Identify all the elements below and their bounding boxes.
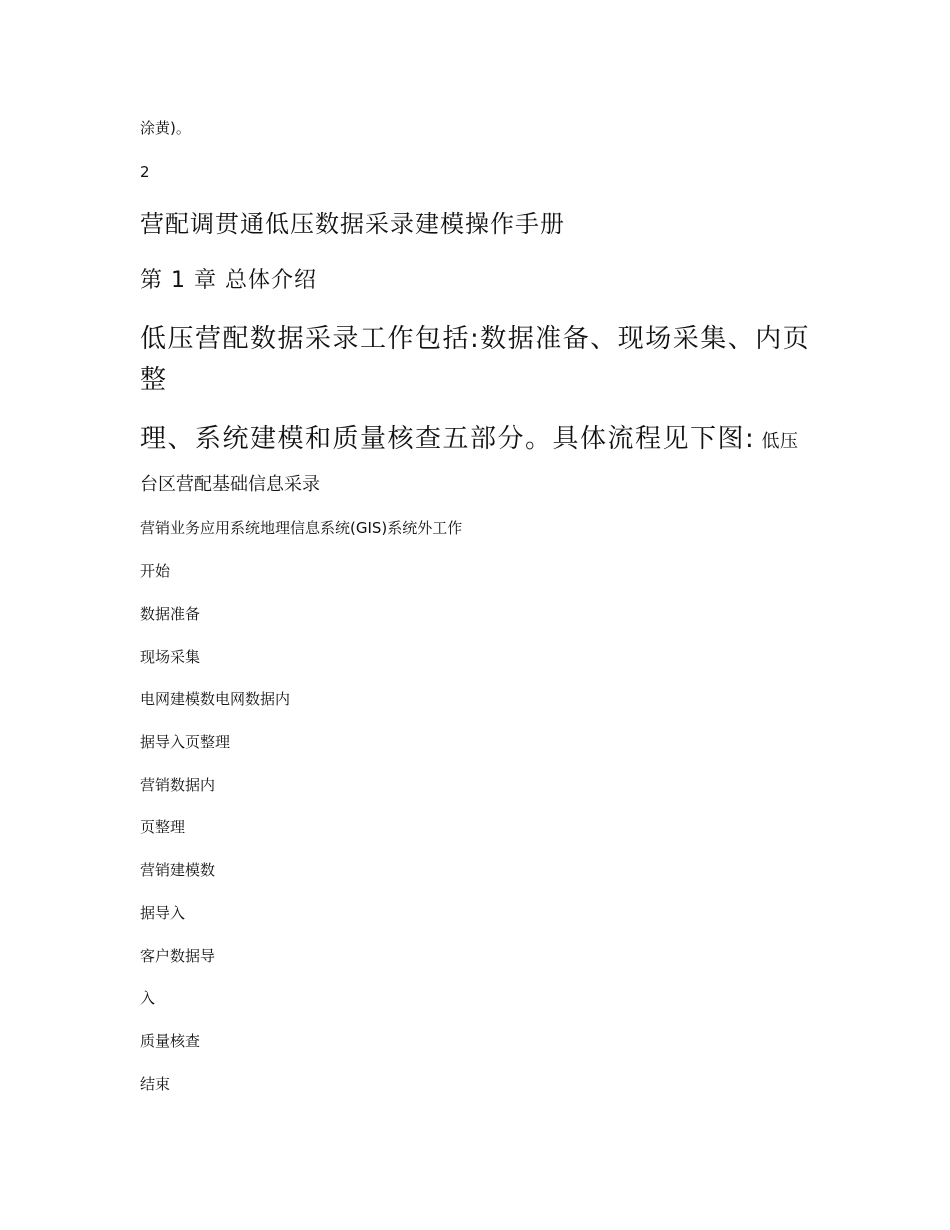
flow-item: 现场采集 <box>140 648 201 666</box>
flow-title: 台区营配基础信息采录 <box>140 474 320 495</box>
previous-page-line-end: 涂黄)。 <box>140 119 191 137</box>
intro-paragraph-line-3 <box>140 423 799 456</box>
intro-paragraph-line-3-main: 理、系统建模和质量核查五部分。具体流程见下图: <box>140 424 756 454</box>
flow-item: 页整理 <box>140 818 186 836</box>
flow-item: 据导入页整理 <box>140 733 231 751</box>
flow-item: 客户数据导 <box>140 947 216 965</box>
page-number: 2 <box>140 163 150 181</box>
intro-paragraph-line-1: 低压营配数据采录工作包括:数据准备、现场采集、内页 <box>140 324 811 354</box>
flow-item: 入 <box>140 989 156 1007</box>
flow-item: 质量核查 <box>140 1032 201 1050</box>
document-title: 营配调贯通低压数据采录建模操作手册 <box>140 210 565 238</box>
flow-item: 数据准备 <box>140 605 201 623</box>
flow-item: 开始 <box>140 562 171 580</box>
flow-item: 营销建模数 <box>140 861 216 879</box>
intro-paragraph-line-3-tail: 低压 <box>755 431 799 452</box>
chapter-heading: 第 1 章 总体介绍 <box>140 268 317 293</box>
systems-row: 营销业务应用系统地理信息系统(GIS)系统外工作 <box>140 519 463 537</box>
flow-item: 据导入 <box>140 904 186 922</box>
flow-item: 营销数据内 <box>140 776 216 794</box>
flow-item: 电网建模数电网数据内 <box>140 690 291 708</box>
flow-item: 结束 <box>140 1075 171 1093</box>
intro-paragraph-line-2: 整 <box>140 365 168 395</box>
